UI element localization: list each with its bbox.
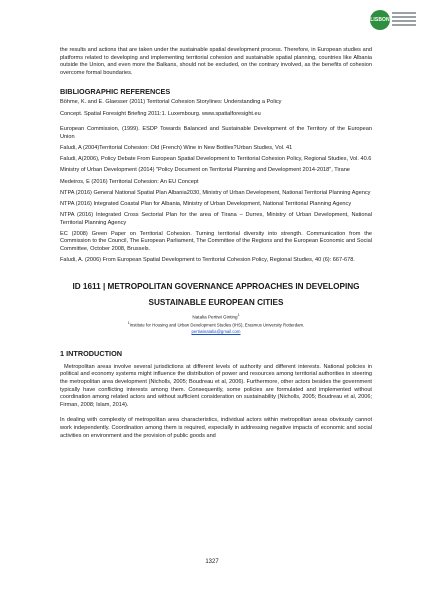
introduction-paragraph: Metropolitan areas involve several jurisdictions at different levels of authority and different interests. National policies in political and economy systems might influence the distribution of power and resources among territorial authorities in steering the metropolitan area development (Nicholls, 2005; Boudreau et al, 2006). Furthermore, other actors besides the government typically have conflicting interests among them. Consequently, some policies are formulated and implemented without coordination among related actors and without sufficient consideration on sustainability (Nicholls, 2005; Boudreau et al, 2006; Firman, 2008; Islam, 2014). [60,363,372,408]
page-content [60,47,372,446]
introduction-paragraph: In dealing with complexity of metropolitan area characteristics, individual actors within metropolitan areas obviously cannot work independently. Coordination among them is required, especially in addressing negative impacts of economic and social activities on environment and the provision of public goods and [60,417,372,439]
reference-item: Faludi, A (2004)Territorial Cohesion: Old (French) Wine in New Bottles?Urban Studies, Vol. 41 [60,144,293,151]
reference-item: Medeiros, E (2016) Territorial Cohesion: An EU Concept [60,178,199,185]
author-name: Natalia Pertiwi Ginting [192,314,238,320]
affiliation-text: Institute for Housing and Urban Development Studies (IHS), Erasmus University Rotterdam. [129,322,305,328]
logo-badge-icon [370,10,390,30]
conference-logo [370,8,416,38]
reference-item: NTPA (2016) Integrated Coastal Plan for Albania, Ministry of Urban Development, National Territorial Planning Agency [60,200,352,207]
affiliation-line [60,320,372,328]
paper-title-line-1: ID 1611 | METROPOLITAN GOVERNANCE APPROACHES IN DEVELOPING [72,281,360,291]
logo-text-lines [392,12,416,28]
logo-mark-text: LISBON [370,17,390,23]
paper-title-line-2: SUSTAINABLE EUROPEAN CITIES [148,297,284,307]
intro-paragraph: the results and actions that are taken under the sustainable spatial development process. Therefore, in European studies and platforms related to developing and implementing territorial cohesion and sustainable spatial planning, countries like Albania outside the Union, and even more the Balkans, should not be excluded, on the contrary involved, as the benefits of cohesion overcome formal boundaries. [60,47,372,76]
author-line [60,312,372,321]
reference-item: Böhme, K. and E. Glaesser (2011) Territorial Cohesion Storylines: Understanding a Policy [60,99,282,106]
bibliography-section [60,87,372,264]
affiliation-superscript: 1 [127,321,130,326]
reference-item: Faludi, A. (2006) From European Spatial Development to Territorial Cohesion Policy, Regional Studies, 40 (6): 667-678. [60,257,355,264]
author-superscript: 1 [237,312,240,317]
paper-header [60,279,372,335]
reference-item: Concept. Spatial Foresight Briefing 2011:1. Luxembourg. www.spatialforesight.eu [60,110,261,117]
reference-item: NTPA (2016) General National Spatial Plan Albania2030, Ministry of Urban Development, National Territorial Planning Agency [60,189,371,196]
reference-item: European Commission, (1999). ESDP Towards Balanced and Sustainable Development of the Territory of the European Union [60,126,372,140]
reference-item: NTPA (2016) Integrated Cross Sectorial Plan for the area of Tirana – Durres, Ministry of Urban Development, National Territorial Planning Agency [60,212,372,226]
introduction-heading: 1 INTRODUCTION [60,348,123,358]
reference-item: Ministry of Urban Development (2014) "Policy Document on Territorial Planning and Development 2014-2018", Tirane [60,167,350,174]
author-email-link[interactable]: pertiwinatalia@gmail.com [191,328,241,334]
bibliography-heading: BIBLIOGRAPHIC REFERENCES [60,87,171,97]
reference-item: EC (2008) Green Paper on Territorial Cohesion. Turning territorial diversity into strength. Communication from the Commission to the Council, The European Parliament, The Committee of the Regions and the European Economic and Social Committee, October 2008, Brussels. [60,230,372,253]
page-number: 1327 [205,559,219,565]
introduction-section [60,349,372,440]
reference-item: Faludi, A(2006), Policy Debate From European Spatial Development to Territorial Cohesion Policy, Regional Studies, Vol. 40.6 [60,156,372,163]
